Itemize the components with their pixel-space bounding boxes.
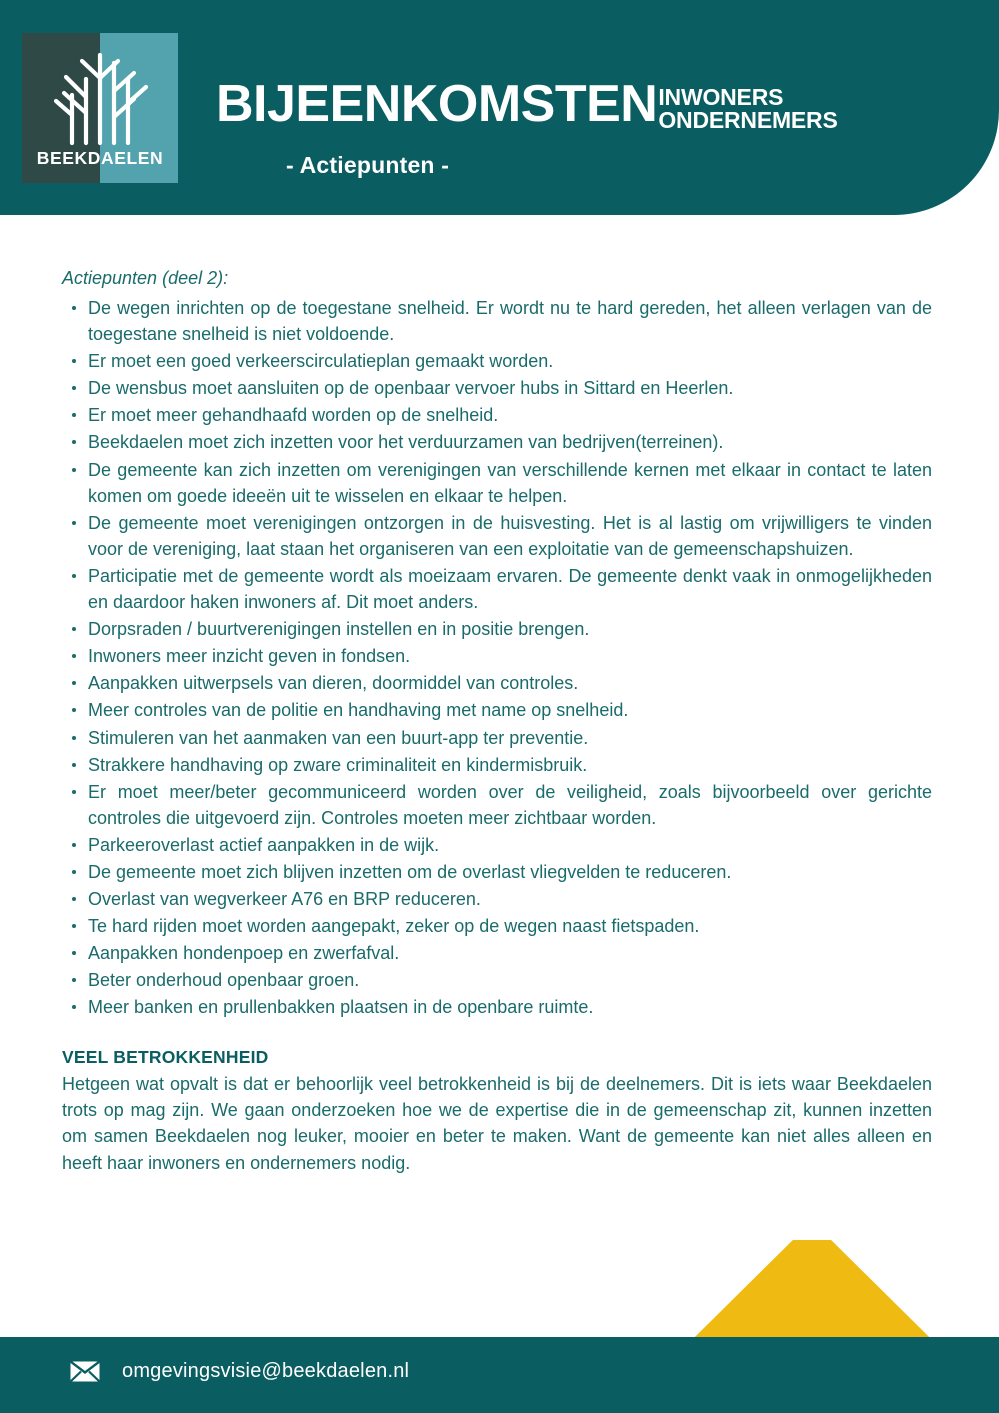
document-body — [62, 268, 932, 1176]
action-point-item: Aanpakken uitwerpsels van dieren, doormiddel van controles. — [62, 670, 932, 696]
action-point-item: Dorpsraden / buurtverenigingen instellen en in positie brengen. — [62, 616, 932, 642]
intro-label: Actiepunten (deel 2): — [62, 268, 229, 288]
action-point-item: Strakkere handhaving op zware criminaliteit en kindermisbruik. — [62, 752, 932, 778]
action-point-item: Overlast van wegverkeer A76 en BRP reduceren. — [62, 886, 932, 912]
footer-email-address[interactable]: omgevingsvisie@beekdaelen.nl — [122, 1360, 410, 1382]
action-point-item: Er moet meer/beter gecommuniceerd worden over de veiligheid, zoals bijvoorbeeld over gerichte controles die uitgevoerd zijn. Controles moeten meer zichtbaar worden. — [62, 779, 932, 831]
action-point-item: De wegen inrichten op de toegestane snelheid. Er wordt nu te hard gereden, het alleen verlagen van de toegestane snelheid is niet voldoende. — [62, 295, 932, 347]
header-audience-block — [658, 86, 837, 133]
action-points-list — [62, 295, 932, 1021]
action-point-item: De wensbus moet aansluiten op de openbaar vervoer hubs in Sittard en Heerlen. — [62, 375, 932, 401]
page-header — [0, 0, 999, 215]
action-point-item: De gemeente moet verenigingen ontzorgen in de huisvesting. Het is al lastig om vrijwilligers te vinden voor de vereniging, laat staan het organiseren van een exploitatie van de gemeenschapshuizen. — [62, 510, 932, 562]
section-heading-betrokkenheid: VEEL BETROKKENHEID — [62, 1046, 269, 1067]
action-point-item: Beekdaelen moet zich inzetten voor het verduurzamen van bedrijven(terreinen). — [62, 429, 932, 455]
action-point-item: De gemeente kan zich inzetten om verenigingen van verschillende kernen met elkaar in contact te laten komen om goede ideeën uit te wisselen en elkaar te helpen. — [62, 457, 932, 509]
action-point-item: Parkeeroverlast actief aanpakken in de wijk. — [62, 832, 932, 858]
action-point-item: Inwoners meer inzicht geven in fondsen. — [62, 643, 932, 669]
beekdaelen-logo — [22, 33, 178, 183]
action-point-item: Aanpakken hondenpoep en zwerfafval. — [62, 940, 932, 966]
action-point-item: Beter onderhoud openbaar groen. — [62, 967, 932, 993]
header-title-group — [216, 75, 838, 134]
page-title: BIJEENKOMSTEN — [216, 75, 658, 133]
audience-line-inwoners: INWONERS — [658, 84, 784, 110]
action-point-item: Er moet een goed verkeerscirculatieplan gemaakt worden. — [62, 348, 932, 374]
action-point-item: Er moet meer gehandhaafd worden op de snelheid. — [62, 402, 932, 428]
action-point-item: Meer banken en prullenbakken plaatsen in de openbare ruimte. — [62, 994, 932, 1020]
action-point-item: Te hard rijden moet worden aangepakt, zeker op de wegen naast fietspaden. — [62, 913, 932, 939]
action-point-item: Meer controles van de politie en handhaving met name op snelheid. — [62, 697, 932, 723]
footer-contact — [70, 1360, 409, 1383]
logo-wordmark: BEEKDAELEN — [36, 148, 164, 168]
action-point-item: De gemeente moet zich blijven inzetten om de overlast vliegvelden te reduceren. — [62, 859, 932, 885]
audience-line-ondernemers: ONDERNEMERS — [658, 107, 838, 134]
envelope-icon — [70, 1361, 100, 1382]
page-subtitle: - Actiepunten - — [286, 152, 450, 178]
action-point-item: Stimuleren van het aanmaken van een buurt-app ter preventie. — [62, 725, 932, 751]
section-paragraph-betrokkenheid: Hetgeen wat opvalt is dat er behoorlijk veel betrokkenheid is bij de deelnemers. Dit is iets waar Beekdaelen trots op mag zijn. We gaan onderzoeken hoe we de expertise die in de gemeenschap zit, kunnen inzetten om samen Beekdaelen nog leuker, mooier en beter te maken. Want de gemeente kan niet alles alleen en heeft haar inwoners en ondernemers nodig. — [62, 1073, 932, 1173]
action-point-item: Participatie met de gemeente wordt als moeizaam ervaren. De gemeente denkt vaak in onmogelijkheden en daardoor haken inwoners af. Dit moet anders. — [62, 563, 932, 615]
